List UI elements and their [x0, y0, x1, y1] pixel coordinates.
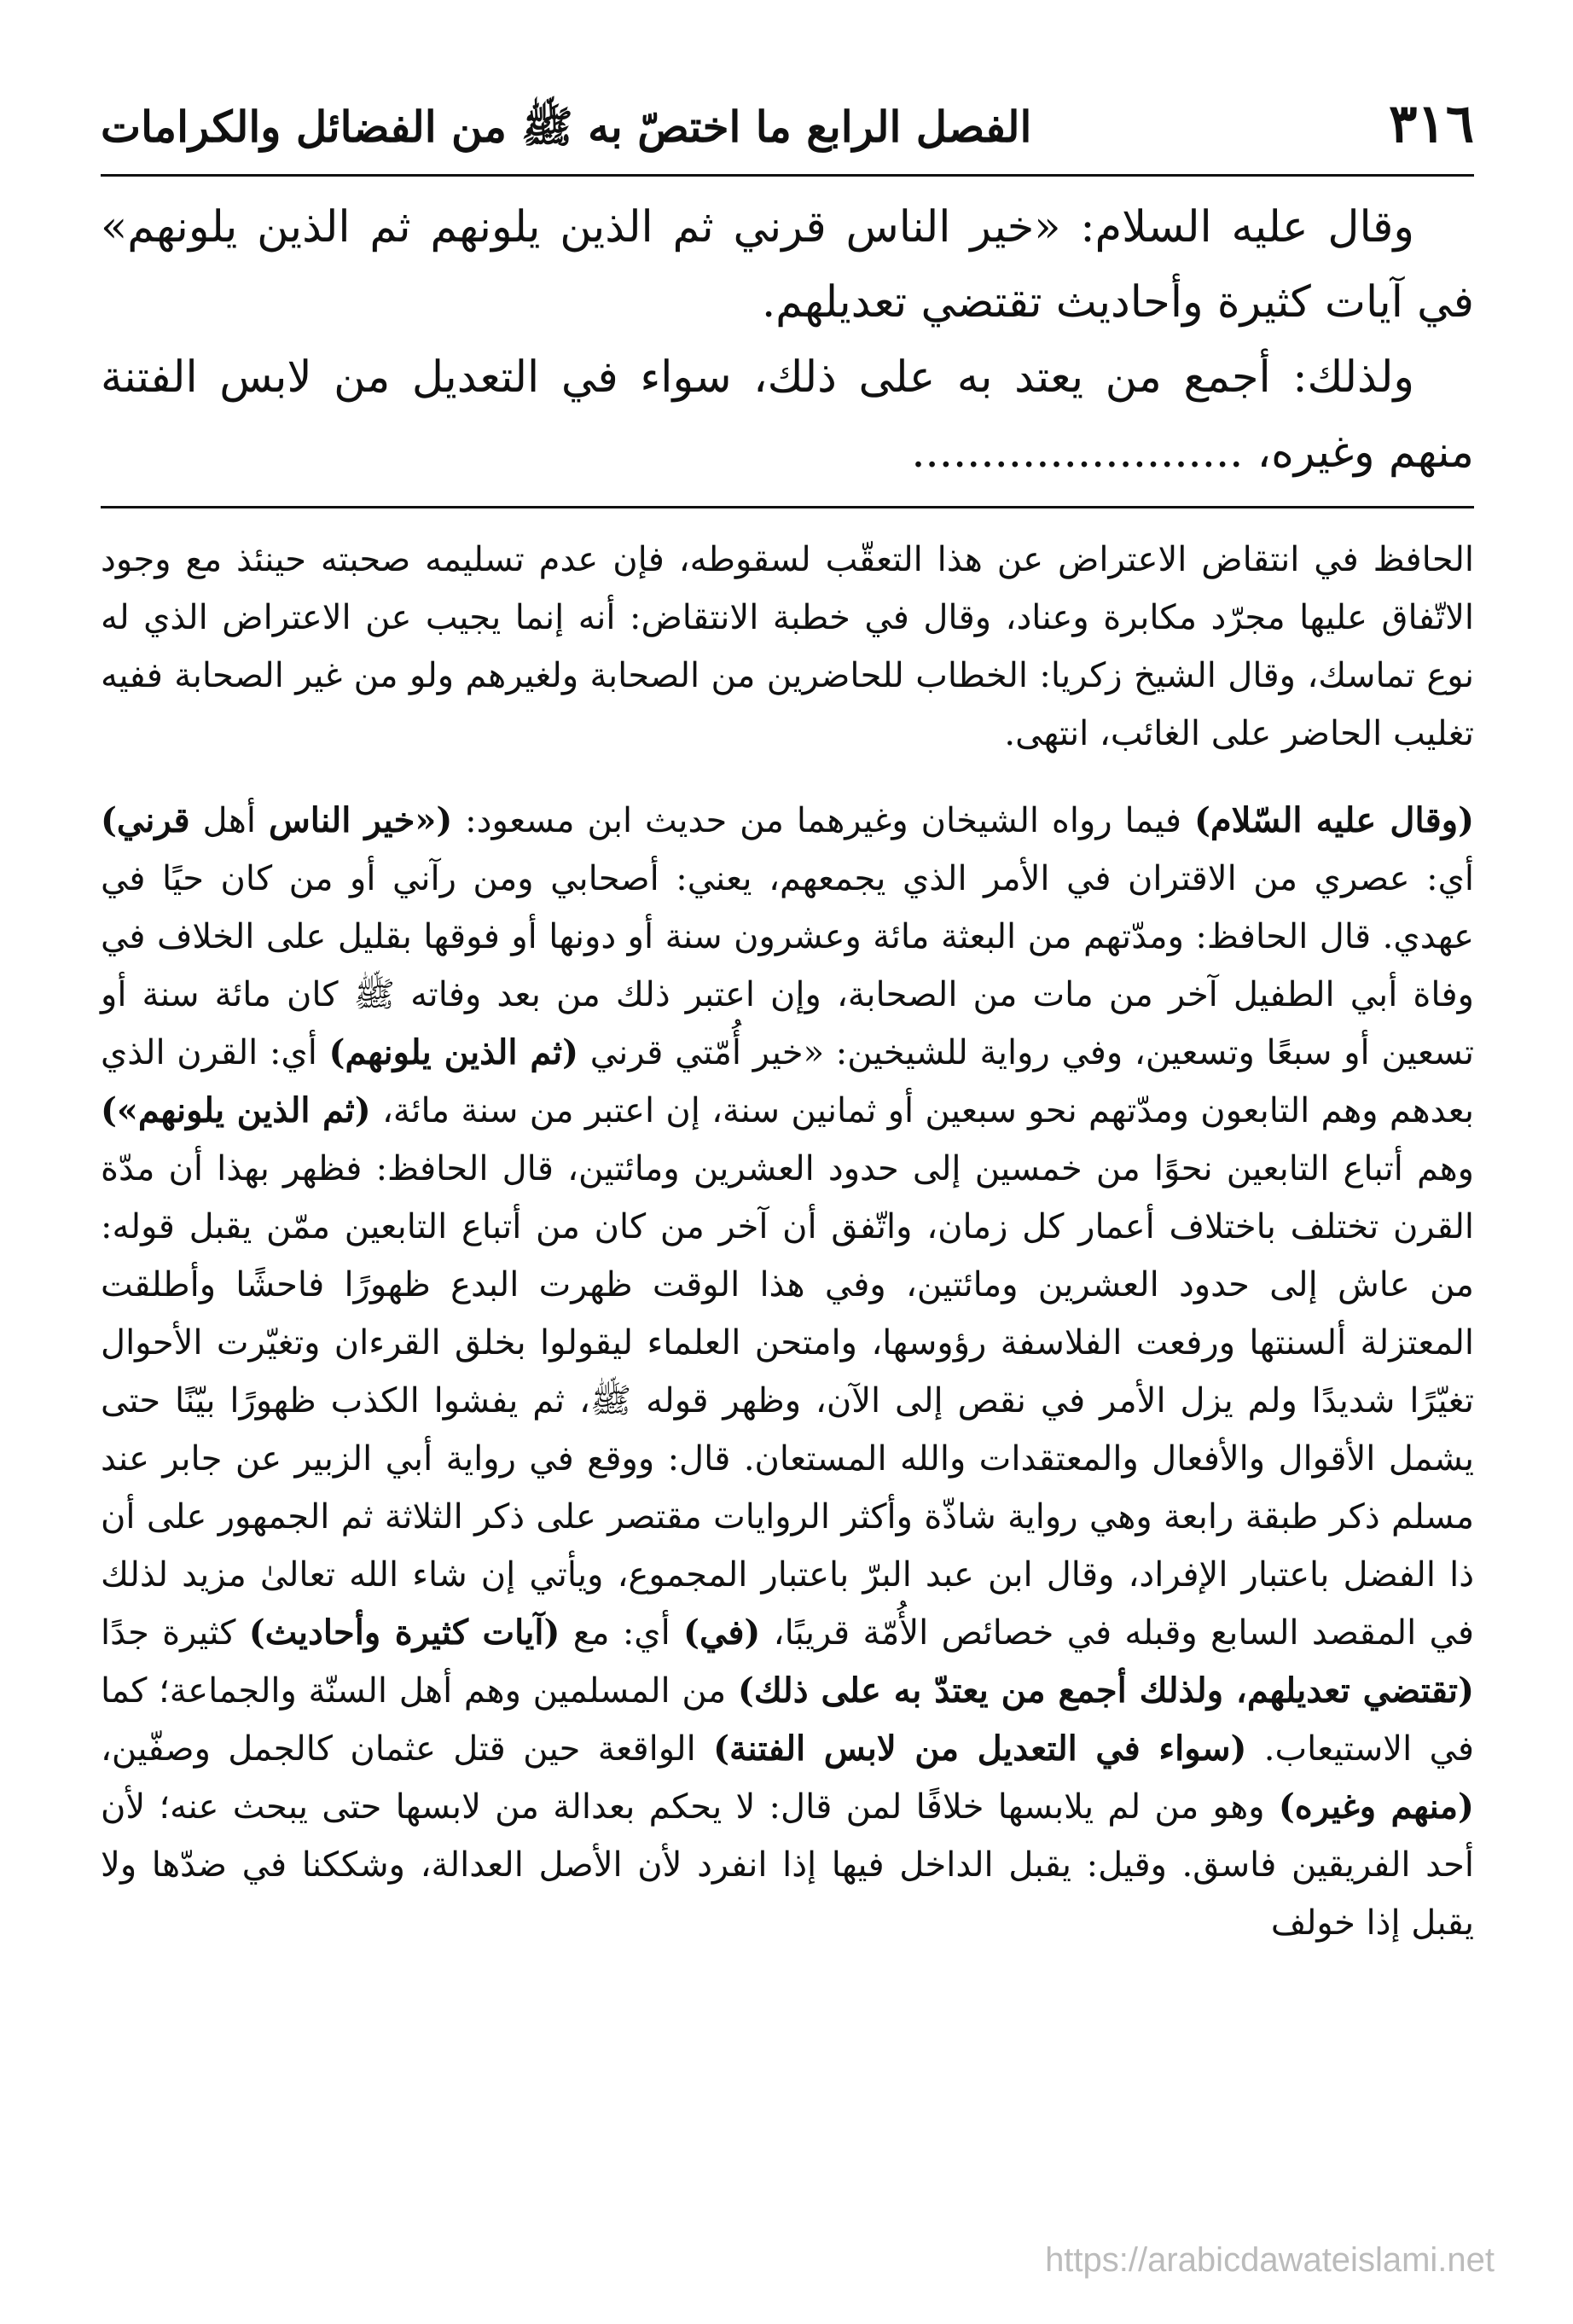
chapter-title: الفصل الرابع ما اختصّ به ﷺ من الفضائل والكرامات — [101, 102, 1032, 152]
commentary — [101, 531, 1474, 1952]
main-text-paragraph-2 — [101, 340, 1474, 491]
page-number: ٣١٦ — [1389, 92, 1474, 154]
section-divider — [101, 506, 1474, 508]
quoted-text: (ثم الذين يلونهم) — [328, 1032, 579, 1072]
commentary-text: الواقعة حين قتل عثمان كالجمل وصفّين، — [101, 1729, 714, 1769]
main-text — [101, 190, 1474, 491]
source-watermark: https://arabicdawateislami.net — [1045, 2241, 1495, 2279]
main-text-paragraph-2-text: ولذلك: أجمع من يعتد به على ذلك، سواء في التعديل من لابس الفتنة منهم وغيره، — [101, 352, 1474, 478]
commentary-paragraph-2 — [101, 792, 1474, 1952]
continuation-dots: ........................ — [911, 427, 1244, 478]
quoted-text: (آيات كثيرة وأحاديث) — [248, 1612, 560, 1653]
commentary-text: فيما رواه الشيخان وغيرهما من حديث ابن مسعود: — [452, 801, 1194, 840]
commentary-paragraph-1: الحافظ في انتقاض الاعتراض عن هذا التعقّب لسقوطه، فإن عدم تسليمه صحبته حينئذ مع وجود الاتّفاق عليها مجرّد مكابرة وعناد، وقال في خطبة الانتقاض: أنه إنما يجيب عن الاعتراض الذي له نوع تماسك، وقال الشيخ زكريا: الخطاب للحاضرين من الصحابة ولغيرهم ولو من غير الصحابة ففيه تغليب الحاضر على الغائب، انتهى. — [101, 540, 1474, 753]
commentary-text: أي: عصري من الاقتران في الأمر الذي يجمعهم، يعني: أصحابي ومن رآني أو من كان حيًا في عهدي. قال الحافظ: ومدّتهم من البعثة مائة وعشرون سنة أو دونها أو فوقها بقليل على الخلاف في وفاة أبي الطفيل آخر من مات من الصحابة، وإن اعتبر ذلك من بعد وفاته ﷺ كان مائة سنة أو تسعين أو سبعًا وتسعين، وفي رواية للشيخين: «خير أُمّتي قرني — [101, 859, 1474, 1072]
commentary-text: أي: مع — [560, 1613, 684, 1653]
commentary-text: أهل — [189, 801, 269, 840]
commentary-text: أي: القرن الذي بعدهم وهم التابعون ومدّتهم نحو سبعين أو ثمانين سنة، إن اعتبر من سنة مائة، — [101, 1033, 1475, 1130]
quoted-text: («خير الناس — [268, 800, 453, 840]
page-header — [101, 85, 1474, 177]
quoted-text: (ثم الذين يلونهم») — [101, 1090, 371, 1130]
book-page — [101, 85, 1474, 1952]
quoted-text: (تقتضي تعديلهم، ولذلك أجمع من يعتدّ به على ذلك) — [737, 1670, 1474, 1711]
quoted-text: (سواء في التعديل من لابس الفتنة) — [713, 1728, 1247, 1769]
commentary-text: وهو من لم يلابسها خلافًا لمن قال: لا يحكم بعدالة من لابسها حتى يبحث عنه؛ لأن أحد الفريقين فاسق. وقيل: يقبل الداخل فيها إذا انفرد لأن الأصل العدالة، وشككنا في ضدّها ولا يقبل إذا خولف — [101, 1787, 1475, 1943]
commentary-text: وهم أتباع التابعين نحوًا من خمسين إلى حدود العشرين ومائتين، قال الحافظ: فظهر بهذا أن مدّة القرن تختلف باختلاف أعمار كل زمان، واتّفق أن آخر من كان من أتباع التابعين ممّن يقبل قوله: من عاش إلى حدود العشرين ومائتين، وفي هذا الوقت ظهرت البدع ظهورًا فاحشًا وأطلقت المعتزلة ألسنتها ورفعت الفلاسفة رؤوسها، وامتحن العلماء ليقولوا بخلق القرءان وتغيّرت الأحوال تغيّرًا شديدًا ولم يزل الأمر في نقص إلى الآن، وظهر قوله ﷺ، ثم يفشوا الكذب ظهورًا بيّنًا حتى يشمل الأقوال والأفعال والمعتقدات والله المستعان. قال: ووقع في رواية أبي الزبير عن جابر عند مسلم ذكر طبقة رابعة وهي رواية شاذّة وأكثر الروايات مقتصر على ذكر الثلاثة ثم الجمهور على أن ذا الفضل باعتبار الإفراد، وقال ابن عبد البرّ باعتبار المجموع، ويأتي إن شاء الله تعالىٰ مزيد لذلك في المقصد السابع وقبله في خصائص الأُمّة قريبًا، — [101, 1149, 1474, 1653]
commentary-text: من المسلمين وهم أهل السنّة والجماعة؛ كما في الاستيعاب. — [101, 1671, 1475, 1769]
quoted-text: (في) — [683, 1612, 761, 1653]
main-text-paragraph-1: وقال عليه السلام: «خير الناس قرني ثم الذين يلونهم ثم الذين يلونهم» في آيات كثيرة وأحاديث تقتضي تعديلهم. — [101, 202, 1474, 328]
quoted-text: قرني) — [101, 800, 190, 840]
quoted-text: (وقال عليه السّلام) — [1193, 800, 1475, 840]
quoted-text: (منهم وغيره) — [1278, 1787, 1474, 1827]
commentary-text: كثيرة جدًا — [101, 1613, 249, 1653]
